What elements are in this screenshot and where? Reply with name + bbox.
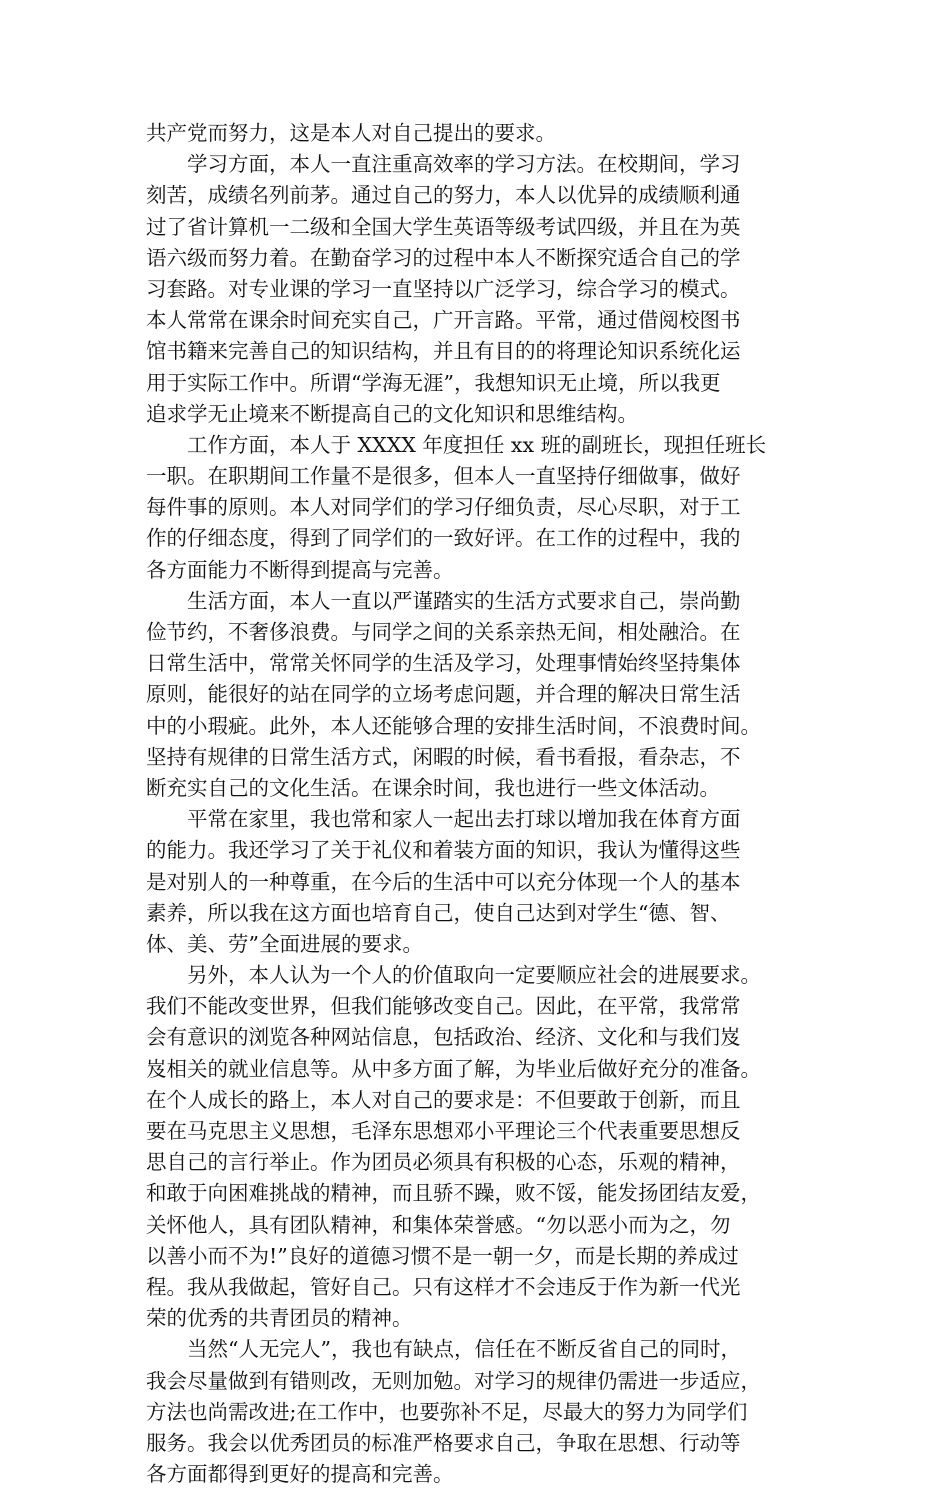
text-line: 刻苦，成绩名列前茅。通过自己的努力，本人以优异的成绩顺利通 <box>146 183 741 208</box>
text-line: 岌相关的就业信息等。从中多方面了解，为毕业后做好充分的准备。 <box>146 1056 761 1081</box>
text-line: 各方面能力不断得到提高与完善。 <box>146 557 454 582</box>
text-line: 是对别人的一种尊重，在今后的生活中可以充分体现一个人的基本 <box>146 869 741 894</box>
text-line: 荣的优秀的共青团员的精神。 <box>146 1306 413 1331</box>
text-line: 思自己的言行举止。作为团员必须具有积极的心态，乐观的精神， <box>146 1150 741 1175</box>
text-line: 共产党而努力，这是本人对自己提出的要求。 <box>146 121 556 145</box>
text-line: 我们不能改变世界，但我们能够改变自己。因此，在平常，我常常 <box>146 994 741 1019</box>
text-line: 方法也尚需改进;在工作中，也要弥补不足，尽最大的努力为同学们 <box>146 1399 748 1424</box>
text-line: 生活方面，本人一直以严谨踏实的生活方式要求自己，崇尚勤 <box>187 588 741 613</box>
text-line: 中的小瑕疵。此外，本人还能够合理的安排生活时间，不浪费时间。 <box>146 713 761 738</box>
text-line: 馆书籍来完善自己的知识结构，并且有目的的将理论知识系统化运 <box>146 339 741 364</box>
text-line: 习套路。对专业课的学习一直坚持以广泛学习，综合学习的模式。 <box>146 276 741 301</box>
text-line: 另外，本人认为一个人的价值取向一定要顺应社会的进展要求。 <box>187 963 761 988</box>
text-line: 我会尽量做到有错则改，无则加勉。对学习的规律仍需进一步适应， <box>146 1368 761 1393</box>
text-line: 会有意识的浏览各种网站信息，包括政治、经济、文化和与我们岌 <box>146 1025 741 1050</box>
text-line: 各方面都得到更好的提高和完善。 <box>146 1462 454 1487</box>
text-line: 追求学无止境来不断提高自己的文化知识和思维结构。 <box>146 401 638 426</box>
document-body <box>146 118 811 1490</box>
text-line: 语六级而努力着。在勤奋学习的过程中本人不断探究适合自己的学 <box>146 245 741 270</box>
text-line: 服务。我会以优秀团员的标准严格要求自己，争取在思想、行动等 <box>146 1430 741 1455</box>
text-line: 当然“人无完人”，我也有缺点，信任在不断反省自己的同时， <box>187 1337 741 1362</box>
text-line: 原则，能很好的站在同学的立场考虑问题，并合理的解决日常生活 <box>146 682 741 707</box>
text-line: 断充实自己的文化生活。在课余时间，我也进行一些文体活动。 <box>146 775 720 800</box>
text-line: 关怀他人，具有团队精神，和集体荣誉感。“勿以恶小而为之，勿 <box>146 1212 731 1237</box>
text-line: 用于实际工作中。所谓“学海无涯”，我想知识无止境，所以我更 <box>146 370 721 395</box>
text-line: 坚持有规律的日常生活方式，闲暇的时候，看书看报，看杂志，不 <box>146 744 741 769</box>
text-line: 学习方面，本人一直注重高效率的学习方法。在校期间，学习 <box>187 152 741 177</box>
text-line: 过了省计算机一二级和全国大学生英语等级考试四级，并且在为英 <box>146 214 741 239</box>
text-line: 俭节约，不奢侈浪费。与同学之间的关系亲热无间，相处融洽。在 <box>146 620 741 644</box>
text-line: 的能力。我还学习了关于礼仪和着装方面的知识，我认为懂得这些 <box>146 838 741 863</box>
text-line: 在个人成长的路上，本人对自己的要求是：不但要敢于创新，而且 <box>146 1087 741 1112</box>
text-line: 工作方面，本人于 XXXX 年度担任 xx 班的副班长，现担任班长 <box>187 432 767 457</box>
text-line: 一职。在职期间工作量不是很多，但本人一直坚持仔细做事，做好 <box>146 464 741 489</box>
text-line: 作的仔细态度，得到了同学们的一致好评。在工作的过程中，我的 <box>146 526 741 551</box>
text-line: 程。我从我做起，管好自己。只有这样才不会违反于作为新一代光 <box>146 1274 741 1299</box>
text-line: 本人常常在课余时间充实自己，广开言路。平常，通过借阅校图书 <box>146 308 741 333</box>
text-line: 体、美、劳”全面进展的要求。 <box>146 931 423 956</box>
text-line: 和敢于向困难挑战的精神，而且骄不躁，败不馁，能发扬团结友爱， <box>146 1181 761 1206</box>
text-line: 日常生活中，常常关怀同学的生活及学习，处理事情始终坚持集体 <box>146 651 741 676</box>
text-line: 每件事的原则。本人对同学们的学习仔细负责，尽心尽职，对于工 <box>146 495 741 520</box>
text-line: 以善小而不为!”良好的道德习惯不是一朝一夕，而是长期的养成过 <box>146 1243 739 1268</box>
text-line: 要在马克思主义思想，毛泽东思想邓小平理论三个代表重要思想反 <box>146 1119 741 1143</box>
text-line: 素养，所以我在这方面也培育自己，使自己达到对学生“德、智、 <box>146 900 731 925</box>
text-line: 平常在家里，我也常和家人一起出去打球以增加我在体育方面 <box>187 807 741 832</box>
